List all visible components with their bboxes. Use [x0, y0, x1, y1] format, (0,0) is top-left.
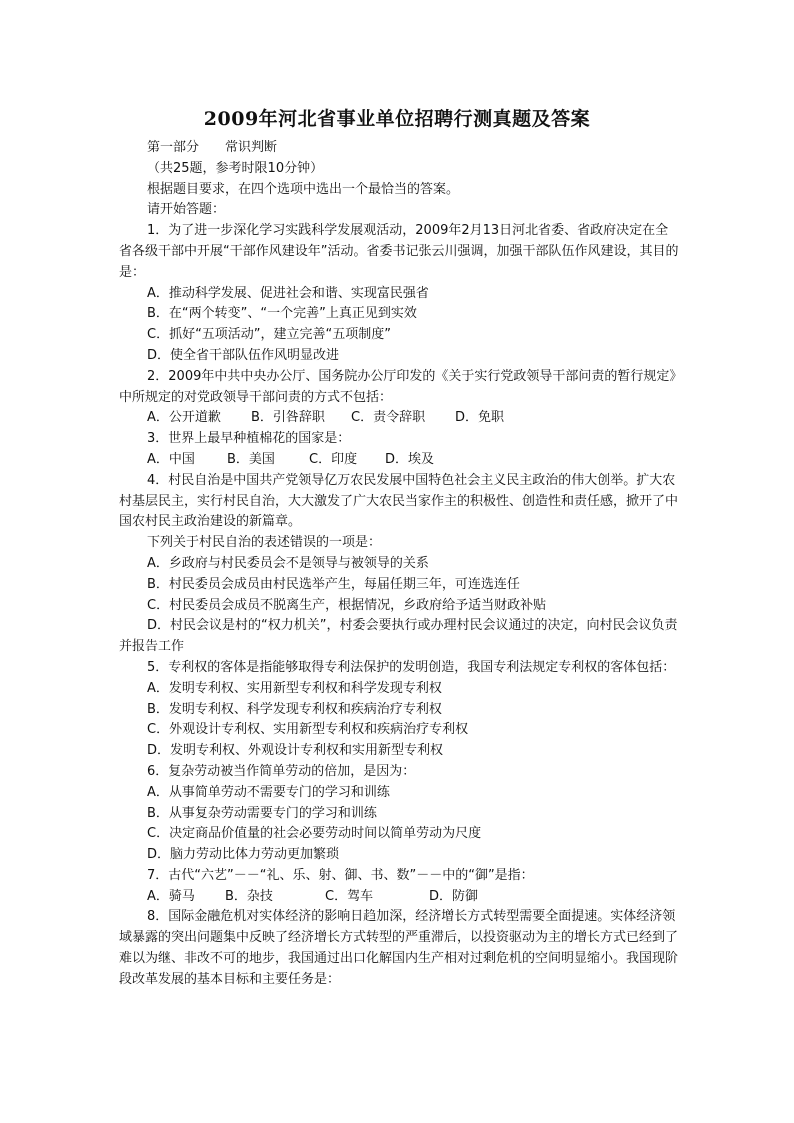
question-2-option-a: A．公开道歉: [147, 410, 221, 426]
question-2-option-b: B．引咎辞职: [251, 410, 325, 426]
question-5-option-b: B．发明专利权、科学发现专利权和疾病治疗专利权: [147, 701, 442, 717]
question-4-option-a: A．乡政府与村民委员会不是领导与被领导的关系: [147, 555, 429, 571]
question-3-option-c: C．印度: [309, 451, 358, 467]
question-6-option-b: B．从事复杂劳动需要专门的学习和训练: [147, 805, 377, 821]
question-7-options: [119, 887, 679, 908]
question-6-option-c: C．决定商品价值量的社会必要劳动时间以简单劳动为尺度: [147, 826, 482, 842]
section-heading: [119, 138, 679, 159]
question-5-option-d: D．发明专利权、外观设计专利权和实用新型专利权: [147, 743, 444, 759]
question-3-stem: 3．世界上最早种植棉花的国家是：: [147, 431, 351, 447]
question-1-option-b: B．在“两个转变”、“一个完善”上真正见到实效: [147, 306, 417, 322]
question-4-option-c: C．村民委员会成员不脱离生产，根据情况，乡政府给予适当财政补贴: [147, 597, 547, 613]
question-6-stem: 6．复杂劳动被当作简单劳动的倍加，是因为：: [147, 763, 416, 779]
question-4-option-d: D．村民会议是村的“权力机关”，村委会要执行或办理村民会议通过的决定，向村民会议负责并报告工作: [119, 618, 678, 655]
question-5-stem: 5．专利权的客体是指能够取得专利法保护的发明创造，我国专利法规定专利权的客体包括：: [147, 659, 676, 675]
question-5-option-a: A．发明专利权、实用新型专利权和科学发现专利权: [147, 680, 442, 696]
question-7-option-c: C．驾车: [325, 888, 374, 904]
question-1-option-c: C．抓好“五项活动”，建立完善“五项制度”: [147, 327, 392, 343]
question-1-stem: 1．为了进一步深化学习实践科学发展观活动，2009年2月13日河北省委、省政府决定在全省各级干部中开展“干部作风建设年”活动。省委书记张云川强调，加强干部队伍作风建设，其目的是：: [119, 223, 679, 280]
intro-instruction: 根据题目要求，在四个选项中选出一个最恰当的答案。: [147, 181, 460, 197]
question-1-option-a: A．推动科学发展、促进社会和谐、实现富民强省: [147, 285, 429, 301]
question-3-option-d: D．埃及: [385, 451, 435, 467]
intro-start: 请开始答题：: [147, 202, 226, 218]
question-7-option-b: B．杂技: [225, 888, 273, 904]
section-name: 常识判断: [225, 140, 278, 155]
question-3-option-a: A．中国: [147, 451, 195, 467]
question-2-option-d: D．免职: [455, 410, 505, 426]
question-6-option-a: A．从事简单劳动不需要专门的学习和训练: [147, 784, 390, 800]
question-2-stem: 2．2009年中共中央办公厅、国务院办公厅印发的《关于实行党政领导干部问责的暂行规定》中所规定的对党政领导干部问责的方式不包括：: [119, 368, 676, 405]
question-7-stem: 7．古代“六艺”－－“礼、乐、射、御、书、数”－－中的“御”是指：: [147, 867, 534, 883]
question-7-option-d: D．防御: [429, 888, 479, 904]
section-part: 第一部分: [147, 140, 200, 155]
intro-time: （共25题，参考时限10分钟）: [147, 160, 324, 176]
question-2-options: [119, 408, 679, 429]
question-1-option-d: D．使全省干部队伍作风明显改进: [147, 347, 340, 363]
question-8-stem: 8．国际金融危机对实体经济的影响日趋加深，经济增长方式转型需要全面提速。实体经济领域暴露的突出问题集中反映了经济增长方式转型的严重滞后，以投资驱动为主的增长方式已经到了难以为继、非改不可的地步，我国通过出口化解国内生产相对过剩危机的空间明显缩小。我国现阶段改革发展的基本目标和主要任务是：: [119, 909, 679, 987]
question-4-stem: 4．村民自治是中国共产党领导亿万农民发展中国特色社会主义民主政治的伟大创举。扩大农村基层民主，实行村民自治，大大激发了广大农民当家作主的积极性、创造性和责任感，掀开了中国农村民主政治建设的新篇章。: [119, 472, 679, 530]
document-title: 2009年河北省事业单位招聘行测真题及答案: [203, 108, 591, 130]
document-body: [119, 138, 679, 991]
question-3-options: [119, 450, 679, 471]
question-5-option-c: C．外观设计专利权、实用新型专利权和疾病治疗专利权: [147, 722, 469, 738]
question-7-option-a: A．骑马: [147, 888, 195, 904]
question-4-sub: 下列关于村民自治的表述错误的一项是：: [147, 535, 382, 551]
question-2-option-c: C．责令辞职: [351, 410, 426, 426]
question-6-option-d: D．脑力劳动比体力劳动更加繁琐: [147, 847, 340, 863]
question-3-option-b: B．美国: [227, 451, 275, 467]
question-4-option-b: B．村民委员会成员由村民选举产生，每届任期三年，可连选连任: [147, 576, 520, 592]
